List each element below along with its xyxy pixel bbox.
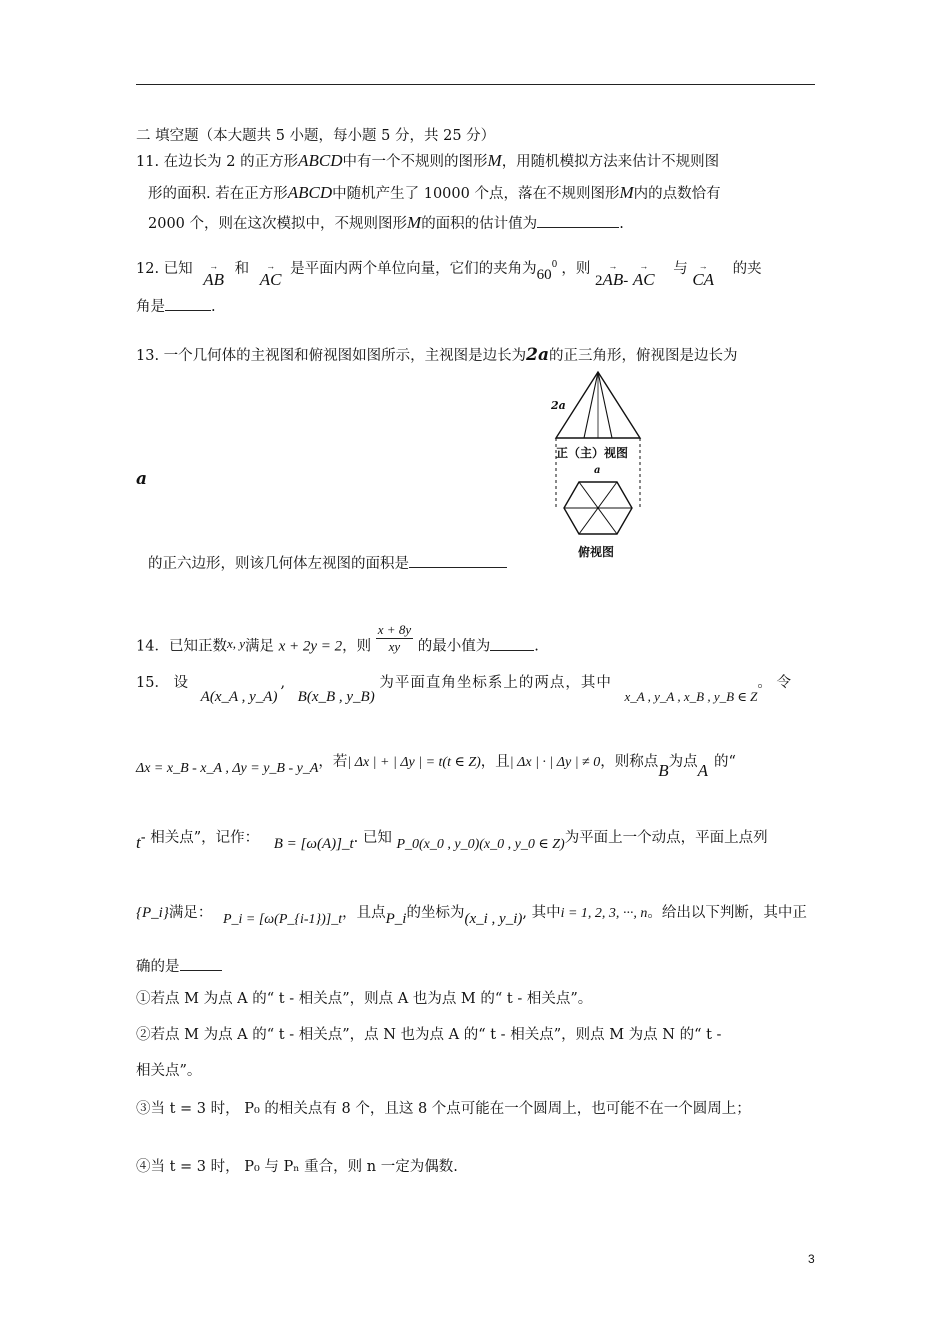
q13-a-label: a [136, 469, 148, 489]
fig-label-a: a [594, 465, 601, 476]
q15-line4: {P_i}满足： P_i = [ω(P_{i-1})]_t，且点P_i的坐标为(x_i , y_i), 其中i = 1, 2, 3, ···, n。给出以下判断，其中正 [136, 905, 807, 927]
statement-2-line1: ②若点 M 为点 A 的“ t - 相关点”，点 N 也为点 A 的“ t - 相关点”，则点 M 为点 N 的“ t - [136, 1027, 722, 1043]
statement-4: ④当 t = 3 时， P₀ 与 Pₙ 重合，则 n 一定为偶数. [136, 1159, 458, 1175]
statement-2-line2: 相关点”。 [136, 1063, 202, 1079]
q12-line2: 角是 . [136, 299, 216, 315]
fig-label-2a: 2a [551, 399, 566, 412]
answer-blank[interactable] [409, 555, 507, 568]
vector-ab: → AB [203, 271, 224, 289]
q12-line1: 12. 已知 → AB 和 → AC 是平面内两个单位向量，它们的夹角为$60^0$ ，则 2→ AB- → AC 与 → CA 的夹 [136, 256, 762, 278]
q11-line1: 11. 在边长为 2 的正方形ABCD中有一个不规则的图形M，用随机模拟方法来估计不规则图 [136, 151, 720, 170]
fig-label-front-view: 正（主）视图 [556, 446, 629, 460]
page-number: 3 [808, 1252, 815, 1266]
q13-line2: 的正六边形，则该几何体左视图的面积是 [148, 555, 507, 573]
vector-ca: → CA [692, 271, 714, 289]
header-rule [136, 84, 815, 85]
vector-ac-2: → AC [633, 271, 655, 289]
answer-blank[interactable] [490, 638, 534, 651]
vector-ab-2: → AB [602, 271, 623, 289]
q11-line3: 2000 个，则在这次模拟中，不规则图形M的面积的估计值为 . [148, 213, 624, 232]
statement-1: ①若点 M 为点 A 的“ t - 相关点”，则点 A 也为点 M 的“ t - 相关点”。 [136, 991, 593, 1007]
fig-label-top-view: 俯视图 [578, 545, 615, 559]
q11-line2: 形的面积. 若在正方形ABCD中随机产生了 10000 个点，落在不规则图形M内的点数恰有 [148, 183, 721, 202]
fraction-expression: $\frac{x + 8y}{xy}$ [377, 622, 412, 654]
q14-line: 14．已知正数x, y满足 x + 2y = 2，则 $\frac{x + 8y}{xy}$ 的最小值为 . [136, 622, 539, 655]
q15-line5: 确的是 [136, 958, 222, 976]
q15-line3: t- 相关点”，记作： B = [ω(A)]_t. 已知 P_0(x_0 , y_0)(x_0 , y_0 ∈ Z)为平面上一个动点，平面上点列 [136, 830, 768, 852]
section-heading: 二 填空题（本大题共 5 小题，每小题 5 分，共 25 分） [136, 128, 496, 144]
vector-ac: → AC [260, 271, 282, 289]
answer-blank[interactable] [180, 958, 222, 971]
answer-blank[interactable] [537, 215, 619, 228]
q15-line2: Δx = x_B - x_A , Δy = y_B - y_A，若| Δx | + | Δy | = t(t ∈ Z)，且| Δx | · | Δy | ≠ 0，则称点B为点A 的“ [136, 754, 736, 780]
answer-blank[interactable] [165, 298, 211, 311]
q15-line1: 15． 设 A(x_A , y_A), B(x_B , y_B) 为平面直角坐标系上的两点，其中 x_A , y_A , x_B , y_B ∈ Z。 令 [136, 675, 792, 705]
q13-line1: 13. 一个几何体的主视图和俯视图如图所示，主视图是边长为2a的正三角形，俯视图是边长为 [136, 345, 738, 365]
statement-3: ③当 t = 3 时， P₀ 的相关点有 8 个，且这 8 个点可能在一个圆周上，也可能不在一个圆周上； [136, 1101, 751, 1117]
